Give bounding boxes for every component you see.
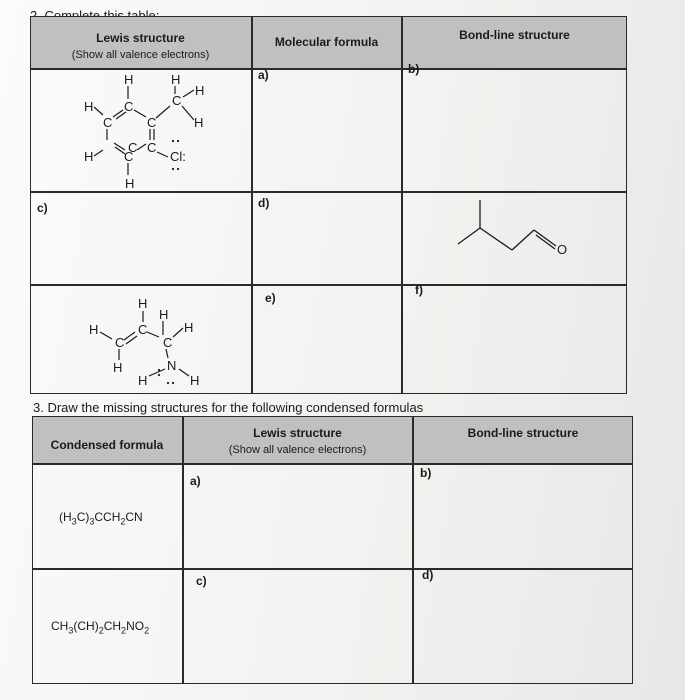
table-2-col-divider-1 (251, 16, 253, 394)
svg-text:O: O (557, 242, 568, 257)
condensed-formula-1: $(H_3C)_3CCH_2CN$ (59, 510, 143, 527)
table-3-header-lewis-sub: (Show all valence electrons) (228, 444, 367, 456)
q3-cell-label-d: d) (422, 568, 434, 582)
svg-text:C: C (115, 335, 125, 350)
svg-text:H: H (171, 72, 181, 87)
svg-text:H: H (184, 320, 194, 335)
cell-label-d: d) (258, 196, 270, 210)
svg-text:H: H (138, 373, 148, 388)
lewis-structure-amine (80, 292, 230, 392)
svg-text:Cl:: Cl: (170, 149, 186, 164)
svg-text:H: H (138, 296, 148, 311)
svg-text:H: H (89, 322, 99, 337)
svg-text:H: H (124, 72, 134, 87)
svg-text:H: H (159, 307, 169, 322)
table-3-header-divider (32, 463, 633, 465)
table-3-col-divider-2 (412, 416, 414, 684)
svg-text:H: H (194, 115, 204, 130)
table-2-header-molecular: Molecular formula (274, 35, 379, 49)
q3-cell-label-a: a) (190, 474, 201, 488)
svg-text:H: H (125, 176, 135, 190)
svg-text:C: C (147, 140, 157, 155)
cell-label-b: b) (408, 62, 420, 76)
svg-text:C: C (163, 335, 173, 350)
table-3-row-divider (32, 568, 633, 570)
question-3-title: 3. Draw the missing structures for the following condensed formulas (33, 400, 424, 415)
table-3-col-divider-1 (182, 416, 184, 684)
condensed-formula-2: $CH_3(CH)_2CH_2NO_2$ (51, 619, 150, 636)
svg-text:H: H (84, 99, 94, 114)
cell-label-a: a) (258, 68, 269, 82)
q3-cell-label-b: b) (420, 466, 432, 480)
table-2-header-lewis-sub: (Show all valence electrons) (71, 49, 210, 61)
svg-text:N: N (167, 358, 177, 373)
cell-label-c: c) (37, 201, 48, 215)
cell-label-e: e) (265, 291, 276, 305)
table-3-header-condensed: Condensed formula (50, 438, 164, 452)
svg-text:C: C (128, 140, 138, 155)
svg-text:C: C (124, 149, 134, 164)
table-3-header-lewis: Lewis structure (253, 426, 342, 440)
table-3-header-bondline: Bond-line structure (467, 426, 579, 440)
lewis-structure-chloro-ring (70, 70, 250, 190)
svg-text:H: H (190, 373, 200, 388)
svg-text:C: C (172, 93, 182, 108)
cell-label-f: f) (415, 283, 423, 297)
svg-text:H: H (113, 360, 123, 375)
svg-text:C: C (103, 115, 113, 130)
table-3 (32, 416, 633, 684)
table-2-row-divider-2 (30, 284, 627, 286)
bondline-structure-aldehyde (402, 192, 627, 284)
svg-text:H: H (195, 83, 205, 98)
table-2-header-bondline: Bond-line structure (459, 28, 570, 42)
svg-text:H: H (84, 149, 94, 164)
q3-cell-label-c: c) (196, 574, 207, 588)
table-2-header-lewis: Lewis structure (96, 31, 185, 45)
svg-text:C: C (138, 322, 148, 337)
svg-text:C: C (147, 115, 157, 130)
svg-text:C: C (124, 99, 134, 114)
